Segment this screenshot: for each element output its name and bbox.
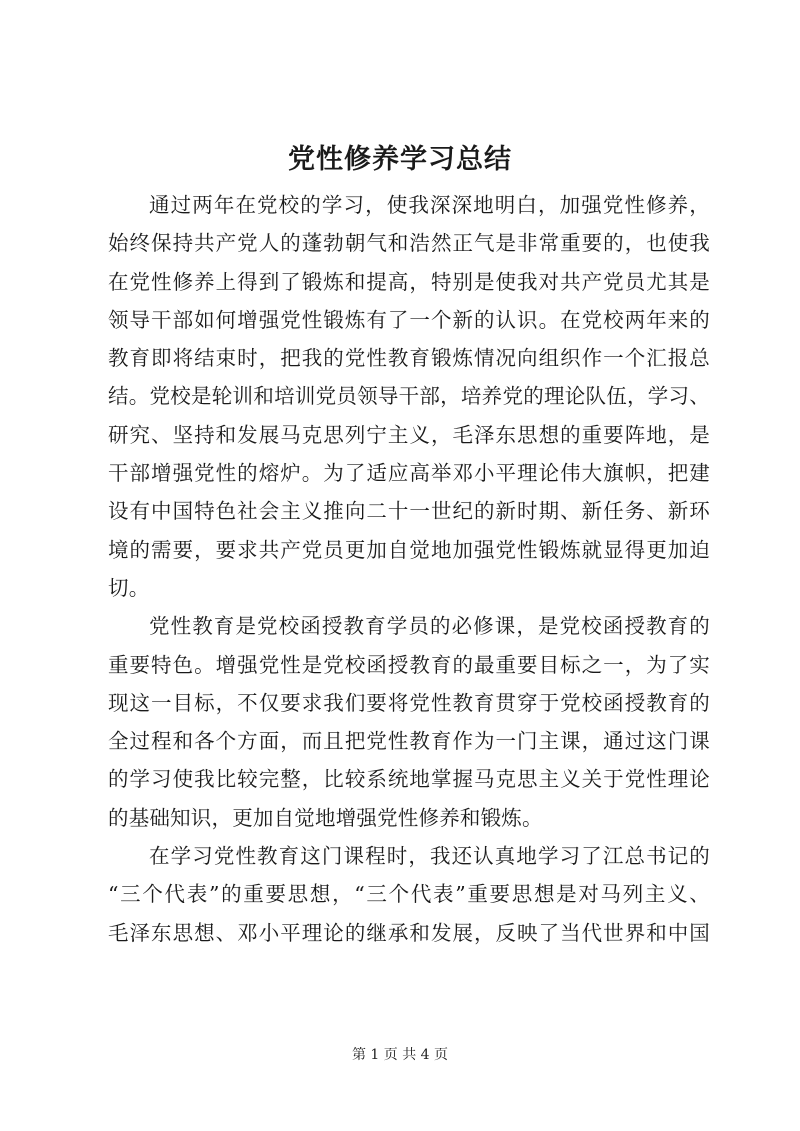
text-line: 在学习党性教育这门课程时，我还认真地学习了江总书记的 <box>149 844 710 869</box>
text-line: 党性教育是党校函授教育学员的必修课，是党校函授教育的 <box>149 614 710 639</box>
text-line: 在党性修养上得到了锻炼和提高，特别是使我对共产党员尤其是 <box>108 269 710 294</box>
paragraph-1 <box>108 186 710 607</box>
text-line: 教育即将结束时，把我的党性教育锻炼情况向组织作一个汇报总 <box>108 346 710 371</box>
text-line: 干部增强党性的熔炉。为了适应高举邓小平理论伟大旗帜，把建 <box>108 461 710 486</box>
text-line: 研究、坚持和发展马克思列宁主义，毛泽东思想的重要阵地，是 <box>108 422 710 447</box>
text-line: 设有中国特色社会主义推向二十一世纪的新时期、新任务、新环 <box>108 499 710 524</box>
text-line: 的基础知识，更加自觉地增强党性修养和锻炼。 <box>108 805 543 830</box>
document-title: 党性修养学习总结 <box>288 144 512 175</box>
text-line: 切。 <box>108 575 150 600</box>
text-line: 全过程和各个方面，而且把党性教育作为一门主课，通过这门课 <box>108 729 710 754</box>
text-line: 现这一目标，不仅要求我们要将党性教育贯穿于党校函授教育的 <box>108 690 710 715</box>
text-line: 始终保持共产党人的蓬勃朝气和浩然正气是非常重要的，也使我 <box>108 231 710 256</box>
document-body <box>108 186 710 952</box>
page-number-footer: 第 1 页 共 4 页 <box>351 1047 449 1063</box>
paragraph-3 <box>108 837 710 952</box>
text-line: 领导干部如何增强党性锻炼有了一个新的认识。在党校两年来的 <box>108 307 710 332</box>
text-line: 结。党校是轮训和培训党员领导干部，培养党的理论队伍，学习、 <box>108 384 710 409</box>
text-line: 毛泽东思想、邓小平理论的继承和发展，反映了当代世界和中国 <box>108 920 710 945</box>
text-line: 的学习使我比较完整，比较系统地掌握马克思主义关于党性理论 <box>108 767 710 792</box>
text-line: 重要特色。增强党性是党校函授教育的最重要目标之一，为了实 <box>108 652 710 677</box>
text-line: “三个代表”的重要思想，“三个代表”重要思想是对马列主义、 <box>108 882 710 907</box>
text-line: 境的需要，要求共产党员更加自觉地加强党性锻炼就显得更加迫 <box>108 537 710 562</box>
paragraph-2 <box>108 607 710 837</box>
text-line: 通过两年在党校的学习，使我深深地明白，加强党性修养， <box>149 193 710 217</box>
